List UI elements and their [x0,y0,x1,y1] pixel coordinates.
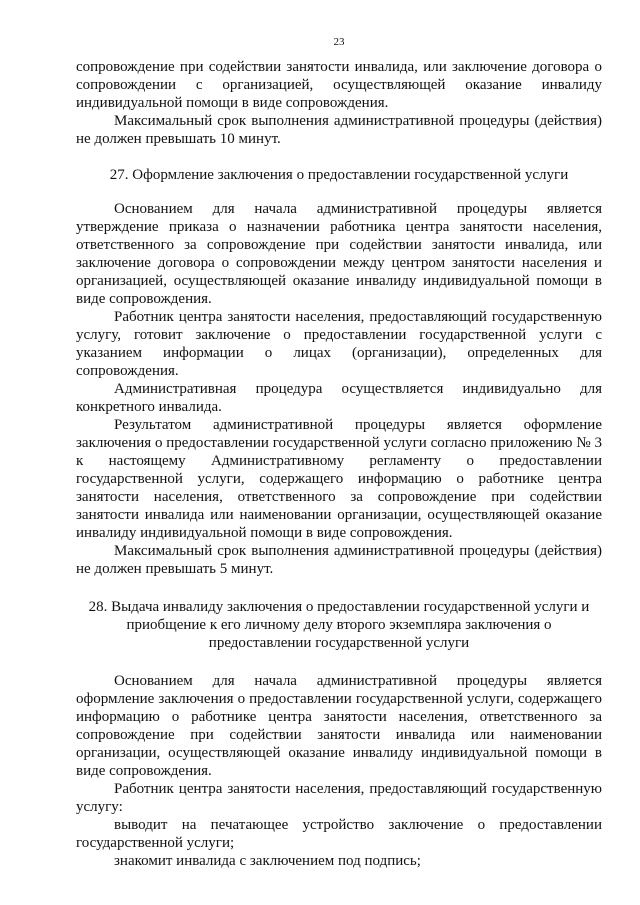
section-27-paragraph-4: Результатом административной процедуры является оформление заключения о предоставлении государственной услуги согласно приложению № 3 к настоящему Административному регламенту о предоставлении государственной услуги, содержащего информацию о работнике центра занятости населения, ответственного за сопровождение при содействии занятости инвалида или наименовании организации, осуществляющей оказание инвалиду индивидуальной помощи в виде сопровождения. [76,417,602,541]
section-28-paragraph-3: выводит на печатающее устройство заключение о предоставлении государственной услуги; [76,817,602,851]
intro-paragraph-1: сопровождение при содействии занятости инвалида, или заключение договора о сопровождении с организацией, осуществляющей оказание инвалиду индивидуальной помощи в виде сопровождения. [76,59,602,111]
section-27-paragraph-5: Максимальный срок выполнения административной процедуры (действия) не должен превышать 5 минут. [76,543,602,577]
page-number: 23 [333,36,345,48]
section-28-paragraph-2: Работник центра занятости населения, предоставляющий государственную услугу: [76,781,602,815]
section-28-paragraph-1: Основанием для начала административной процедуры является оформление заключения о предоставлении государственной услуги, содержащего информацию о работнике центра занятости населения, ответственного за сопровождение при содействии занятости инвалида или наименовании организации, осуществляющей оказание инвалиду индивидуальной помощи в виде сопровождения. [76,673,602,779]
section-27-paragraph-3: Административная процедура осуществляется индивидуально для конкретного инвалида. [76,381,602,415]
section-28-paragraph-4: знакомит инвалида с заключением под подпись; [114,853,421,869]
section-27-paragraph-1: Основанием для начала административной процедуры является утверждение приказа о назначении работника центра занятости населения, ответственного за сопровождение при содействии занятости инвалида, или заключение договора о сопровождении между центром занятости населения и организацией, осуществляющей оказание инвалиду индивидуальной помощи в виде сопровождения. [76,201,602,307]
section-28-heading: 28. Выдача инвалиду заключения о предоставлении государственной услуги и приобщение к его личному делу второго экземпляра заключения о предоставлении государственной услуги [88,599,590,651]
section-27-heading: 27. Оформление заключения о предоставлении государственной услуги [109,167,569,183]
section-27-paragraph-2: Работник центра занятости населения, предоставляющий государственную услугу, готовит заключение о предоставлении государственной услуги с указанием информации о лицах (организации), определенных для сопровождения. [76,309,602,379]
intro-paragraph-2: Максимальный срок выполнения административной процедуры (действия) не должен превышать 10 минут. [76,113,602,147]
